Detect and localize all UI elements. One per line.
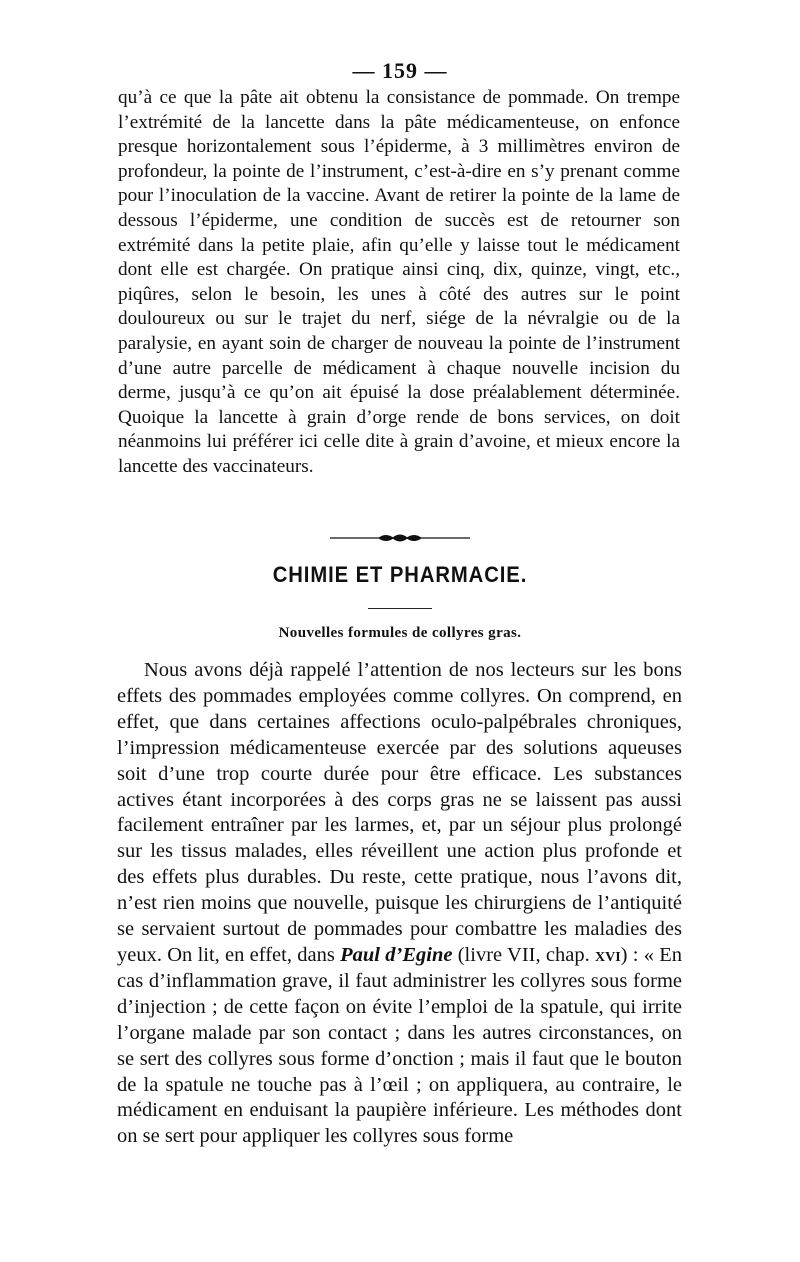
article-text-part1: Nous avons déjà rappelé l’attention de nos lecteurs sur les bons effets des pommades employées comme collyres. On comprend, en effet, que dans certaines affections oculo-palpébrales chroniques, l’impression médicamenteuse exercée par des solutions aqueuses soit d’une trop courte durée pour être efficace. Les substances actives étant incorporées à des corps gras ne se laissent pas aussi facilement entraîner par les larmes, et, par un séjour plus prolongé sur les tissus malades, elles réveillent une action plus profonde et des effets plus durables. Du reste, cette pratique, nous l’avons dit, n’est rien moins que nouvelle, puisque les chirurgiens de l’antiquité se servaient surtout de pommades pour combattre les maladies des yeux. On lit, en effet, dans <box>117 659 682 966</box>
ornament-divider <box>330 530 470 546</box>
article-paragraph <box>117 658 682 1150</box>
article-text-part2: (livre VII, chap. <box>452 943 595 966</box>
section-title: CHIMIE ET PHARMACIE. <box>272 562 528 587</box>
article-body <box>117 658 682 1150</box>
title-rule <box>368 608 432 609</box>
article-text-part3: ) : « En cas d’inflammation grave, il faut administrer les collyres sous forme d’injection ; de cette façon on évite l’emploi de la spatule, qui irrite l’organe malade par son contact ; dans les autres circonstances, on se sert des collyres sous forme d’onction ; mais il faut que le bouton de la spatule ne touche pas à l’œil ; on appliquera, au contraire, le médicament en enduisant la paupière inférieure. Les méthodes dont on se sert pour appliquer les collyres sous forme <box>117 943 682 1148</box>
chapter-number: xvi <box>594 943 621 966</box>
author-reference: Paul d’Egine <box>340 943 453 966</box>
continued-paragraph <box>118 86 680 480</box>
article-subtitle: Nouvelles formules de collyres gras. <box>278 625 522 641</box>
continued-paragraph-text: qu’à ce que la pâte ait obtenu la consistance de pommade. On trempe l’extrémité de la lancette dans la pâte médicamenteuse, on enfonce presque horizontalement sous l’épiderme, à 3 millimètres environ de profondeur, la pointe de l’instrument, c’est-à-dire en s’y prenant comme pour l’inoculation de la vaccine. Avant de retirer la pointe de la lame de dessous l’épiderme, une condition de succès est de retourner son extrémité dans la petite plaie, afin qu’elle y laisse tout le médicament dont elle est chargée. On pratique ainsi cinq, dix, quinze, vingt, etc., piqûres, selon le besoin, les unes à côté des autres sur le point douloureux ou sur le trajet du nerf, siége de la névralgie ou de la paralysie, en ayant soin de charger de nouveau la pointe de l’instrument d’une autre parcelle de médicament à chaque nouvelle incision du derme, jusqu’à ce qu’on ait épuisé la dose préalablement déterminée. Quoique la lancette à grain d’orge rende de bons services, on doit néanmoins lui préférer ici celle dite à grain d’avoine, et mieux encore la lancette des vaccinateurs. <box>118 87 680 477</box>
page-number: — 159 — <box>352 58 448 83</box>
